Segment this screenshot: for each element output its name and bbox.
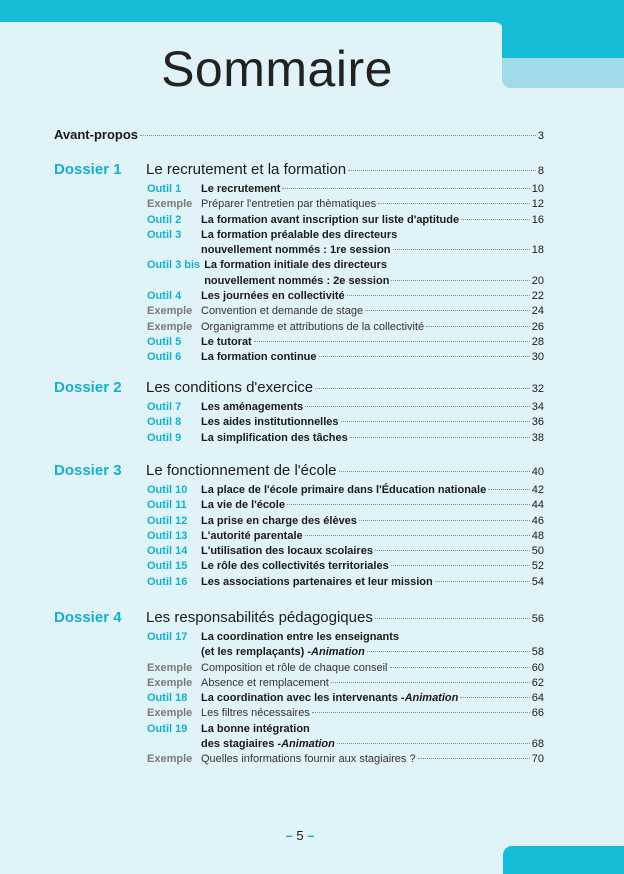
toc-entry-exemple[interactable]: [147, 661, 544, 676]
dossier-label: Dossier 4: [54, 609, 122, 626]
entry-label: Outil 6: [147, 351, 182, 364]
entry-text: des stagiaires -: [201, 738, 282, 751]
dot-leader: [375, 618, 530, 619]
page-ref: 66: [531, 707, 544, 720]
dot-leader: [348, 170, 536, 171]
entry-label: Outil 16: [147, 575, 188, 588]
entry-text: Le tutorat: [201, 335, 252, 348]
entry-text: La formation initiale des directeurs: [204, 259, 387, 272]
dossier-heading[interactable]: [54, 462, 544, 482]
entry-label: Outil 5: [147, 335, 182, 348]
page-ref: 24: [531, 305, 544, 318]
dossier-section: [54, 379, 544, 446]
entry-label: Outil 11: [147, 499, 187, 512]
entry-text: La bonne intégration: [201, 722, 310, 735]
entry-text: Convention et demande de stage: [201, 305, 364, 318]
entry-text: Le recrutement: [201, 183, 281, 195]
entry-label: Outil 4: [147, 290, 182, 303]
toc-entry-outil[interactable]: [147, 529, 544, 544]
page-ref: 54: [531, 575, 544, 588]
dot-leader: [359, 520, 530, 521]
entry-suffix: Animation: [404, 692, 459, 705]
entry-text: Préparer l'entretien par thèmatiques: [201, 198, 377, 211]
dossier-section: [54, 609, 544, 768]
entry-suffix: Animation: [281, 738, 335, 751]
entry-label: Outil 3 bis: [147, 259, 201, 272]
page-ref: 38: [531, 431, 544, 444]
dot-leader: [350, 437, 530, 438]
entry-text: nouvellement nommés : 1re session: [201, 244, 391, 257]
entry-text: La simplification des tâches: [201, 431, 348, 444]
page-ref: 22: [531, 290, 544, 303]
toc-entry-outil[interactable]: [147, 691, 544, 706]
dot-leader: [312, 712, 530, 713]
dot-leader: [391, 280, 529, 281]
toc-entry-outil[interactable]: [147, 498, 544, 513]
dossier-title: Le fonctionnement de l'école: [146, 462, 337, 479]
toc-entry-outil[interactable]: [147, 289, 544, 304]
dot-leader: [315, 388, 530, 389]
page-ref: 64: [531, 692, 544, 705]
entry-label: Outil 13: [147, 529, 188, 542]
dossier-heading[interactable]: [54, 609, 544, 629]
toc-entry-outil[interactable]: [147, 559, 544, 574]
entry-text: Composition et rôle de chaque conseil: [201, 661, 388, 674]
entry-label: Exemple: [147, 676, 193, 689]
entry-label: Exemple: [147, 753, 193, 766]
entry-text: L'utilisation des locaux scolaires: [201, 545, 373, 558]
entry-text: Les associations partenaires et leur mission: [201, 575, 433, 588]
page-ref: 34: [531, 401, 544, 413]
dot-leader: [418, 758, 530, 759]
entry-text: Les aménagements: [201, 401, 304, 413]
toc-entry-outil[interactable]: [147, 213, 544, 228]
toc-entry-outil[interactable]: [147, 415, 544, 430]
dot-leader: [339, 471, 530, 472]
entry-text: (et les remplaçants) -: [201, 646, 312, 659]
toc-entry-outil[interactable]: [147, 431, 544, 446]
dot-leader: [393, 249, 530, 250]
dot-leader: [365, 310, 530, 311]
entry-text: La formation continue: [201, 351, 317, 364]
page-ref: 48: [531, 529, 544, 542]
toc-entry-exemple[interactable]: [147, 320, 544, 335]
entry-label: Outil 14: [147, 545, 188, 558]
dossier-section: [54, 462, 544, 590]
dossier-label: Dossier 2: [54, 379, 122, 396]
dot-leader: [341, 421, 530, 422]
dot-leader: [391, 565, 530, 566]
page-ref: 10: [531, 183, 544, 195]
page-ref: 46: [531, 514, 544, 527]
entry-label: Exemple: [147, 661, 193, 674]
page-ref: 32: [531, 383, 544, 395]
entry-text: La coordination entre les enseignants: [201, 631, 400, 643]
dot-leader: [305, 406, 530, 407]
dossier-title: Le recrutement et la formation: [146, 161, 347, 178]
page-ref: 3: [537, 130, 544, 142]
entry-text: Les journées en collectivité: [201, 290, 345, 303]
entry-text: Les aides institutionnelles: [201, 416, 339, 429]
entry-text: La formation avant inscription sur liste d'aptitude: [201, 213, 460, 226]
toc-entry-outil[interactable]: [147, 258, 544, 289]
page-ref: 58: [531, 646, 544, 659]
page-ref: 68: [531, 738, 544, 751]
entry-label: Outil 1: [147, 183, 182, 195]
entry-label: Outil 17: [147, 631, 188, 643]
page-ref: 28: [531, 335, 544, 348]
dot-leader: [390, 667, 530, 668]
entry-text: Quelles informations fournir aux stagiaires ?: [201, 753, 416, 766]
dot-leader: [460, 697, 529, 698]
toc-entry-exemple[interactable]: [147, 676, 544, 691]
page-ref: 60: [531, 661, 544, 674]
dossier-label: Dossier 1: [54, 161, 122, 178]
entry-suffix: Animation: [311, 646, 365, 659]
toc-entry-outil[interactable]: [147, 722, 544, 753]
page-ref: 62: [531, 676, 544, 689]
toc-entry-outil[interactable]: [147, 483, 544, 498]
entry-label: Exemple: [147, 305, 193, 318]
entry-label: Outil 19: [147, 722, 188, 735]
page-ref: 36: [531, 416, 544, 429]
entry-label: Outil 15: [147, 560, 188, 573]
dot-leader: [367, 651, 530, 652]
page-ref: 50: [531, 545, 544, 558]
dossier-heading[interactable]: [54, 379, 544, 399]
toc-entry-outil[interactable]: [147, 335, 544, 350]
dot-leader: [254, 341, 530, 342]
page-ref: 40: [531, 466, 544, 478]
entry-text: La coordination avec les intervenants -: [201, 692, 405, 705]
page-ref: 30: [531, 351, 544, 364]
entry-label: Outil 8: [147, 416, 182, 429]
dot-leader: [287, 504, 530, 505]
entry-label: Outil 9: [147, 431, 182, 444]
entry-text: nouvellement nommés : 2e session: [204, 274, 390, 287]
entry-label: Exemple: [147, 707, 193, 720]
entry-text: Les filtres nécessaires: [201, 707, 310, 720]
page-number: – 5 –: [285, 828, 315, 843]
entry-label: Exemple: [147, 198, 193, 211]
dot-leader: [378, 203, 530, 204]
bottom-right-tab: [503, 846, 624, 874]
toc-entry-outil[interactable]: [147, 575, 544, 590]
dot-leader: [337, 743, 530, 744]
toc-entry-exemple[interactable]: [147, 706, 544, 721]
toc-entry-outil[interactable]: [147, 400, 544, 415]
entry-text: La vie de l'école: [201, 499, 285, 512]
entry-label: Outil 2: [147, 213, 182, 226]
page-number-value: 5: [296, 828, 304, 843]
toc-entry-outil[interactable]: [147, 544, 544, 559]
dossier-title: Les responsabilités pédagogiques: [146, 609, 373, 626]
page-ref: 20: [531, 274, 544, 287]
dot-leader: [347, 295, 530, 296]
entry-text: Organigramme et attributions de la collectivité: [201, 320, 425, 333]
entry-text: La prise en charge des élèves: [201, 514, 357, 527]
entry-label: Outil 18: [147, 692, 188, 705]
page-ref: 70: [531, 753, 544, 766]
entry-label: Outil 7: [147, 401, 182, 413]
entry-label: Outil 12: [147, 514, 188, 527]
page-ref: 16: [531, 213, 544, 226]
dot-leader: [426, 326, 530, 327]
dot-leader: [140, 135, 536, 136]
entry-text: Le rôle des collectivités territoriales: [201, 560, 389, 573]
toc-entry-outil[interactable]: [147, 630, 544, 661]
entry-text: Absence et remplacement: [201, 676, 329, 689]
toc-entry-exemple[interactable]: [147, 752, 544, 767]
dossier-label: Dossier 3: [54, 462, 122, 479]
page-ref: 56: [531, 613, 544, 625]
entry-label: Exemple: [147, 320, 193, 333]
page-ref: 8: [537, 165, 544, 177]
page-ref: 12: [531, 198, 544, 211]
entry-label: Outil 3: [147, 228, 182, 241]
page-ref: 18: [531, 244, 544, 257]
dossier-heading[interactable]: [54, 161, 544, 181]
entry-label: Outil 10: [147, 484, 188, 496]
page-ref: 42: [531, 484, 544, 496]
avant-propos-label: Avant-propos: [54, 127, 139, 142]
page-ref: 52: [531, 560, 544, 573]
dot-leader: [461, 219, 530, 220]
toc-entry-exemple[interactable]: [147, 304, 544, 319]
dot-leader: [282, 188, 529, 189]
dot-leader: [488, 489, 530, 490]
page-ref: 26: [531, 320, 544, 333]
dot-leader: [305, 535, 530, 536]
entry-text: La formation préalable des directeurs: [201, 228, 398, 241]
toc-entry-outil[interactable]: [147, 514, 544, 529]
dot-leader: [319, 356, 530, 357]
toc-entry-outil[interactable]: [147, 182, 544, 197]
toc-entry-outil[interactable]: [147, 350, 544, 365]
dot-leader: [435, 581, 530, 582]
dot-leader: [331, 682, 530, 683]
page-title: Sommaire: [161, 41, 393, 97]
dossier-title: Les conditions d'exercice: [146, 379, 314, 396]
page-ref: 44: [531, 499, 544, 512]
toc-entry-outil[interactable]: [147, 228, 544, 259]
dossier-section: [54, 161, 544, 366]
dot-leader: [375, 550, 530, 551]
entry-text: La place de l'école primaire dans l'Éducation nationale: [201, 484, 487, 496]
toc-entry-exemple[interactable]: [147, 197, 544, 212]
entry-text: L'autorité parentale: [201, 529, 303, 542]
toc-avant-propos[interactable]: [54, 127, 544, 142]
